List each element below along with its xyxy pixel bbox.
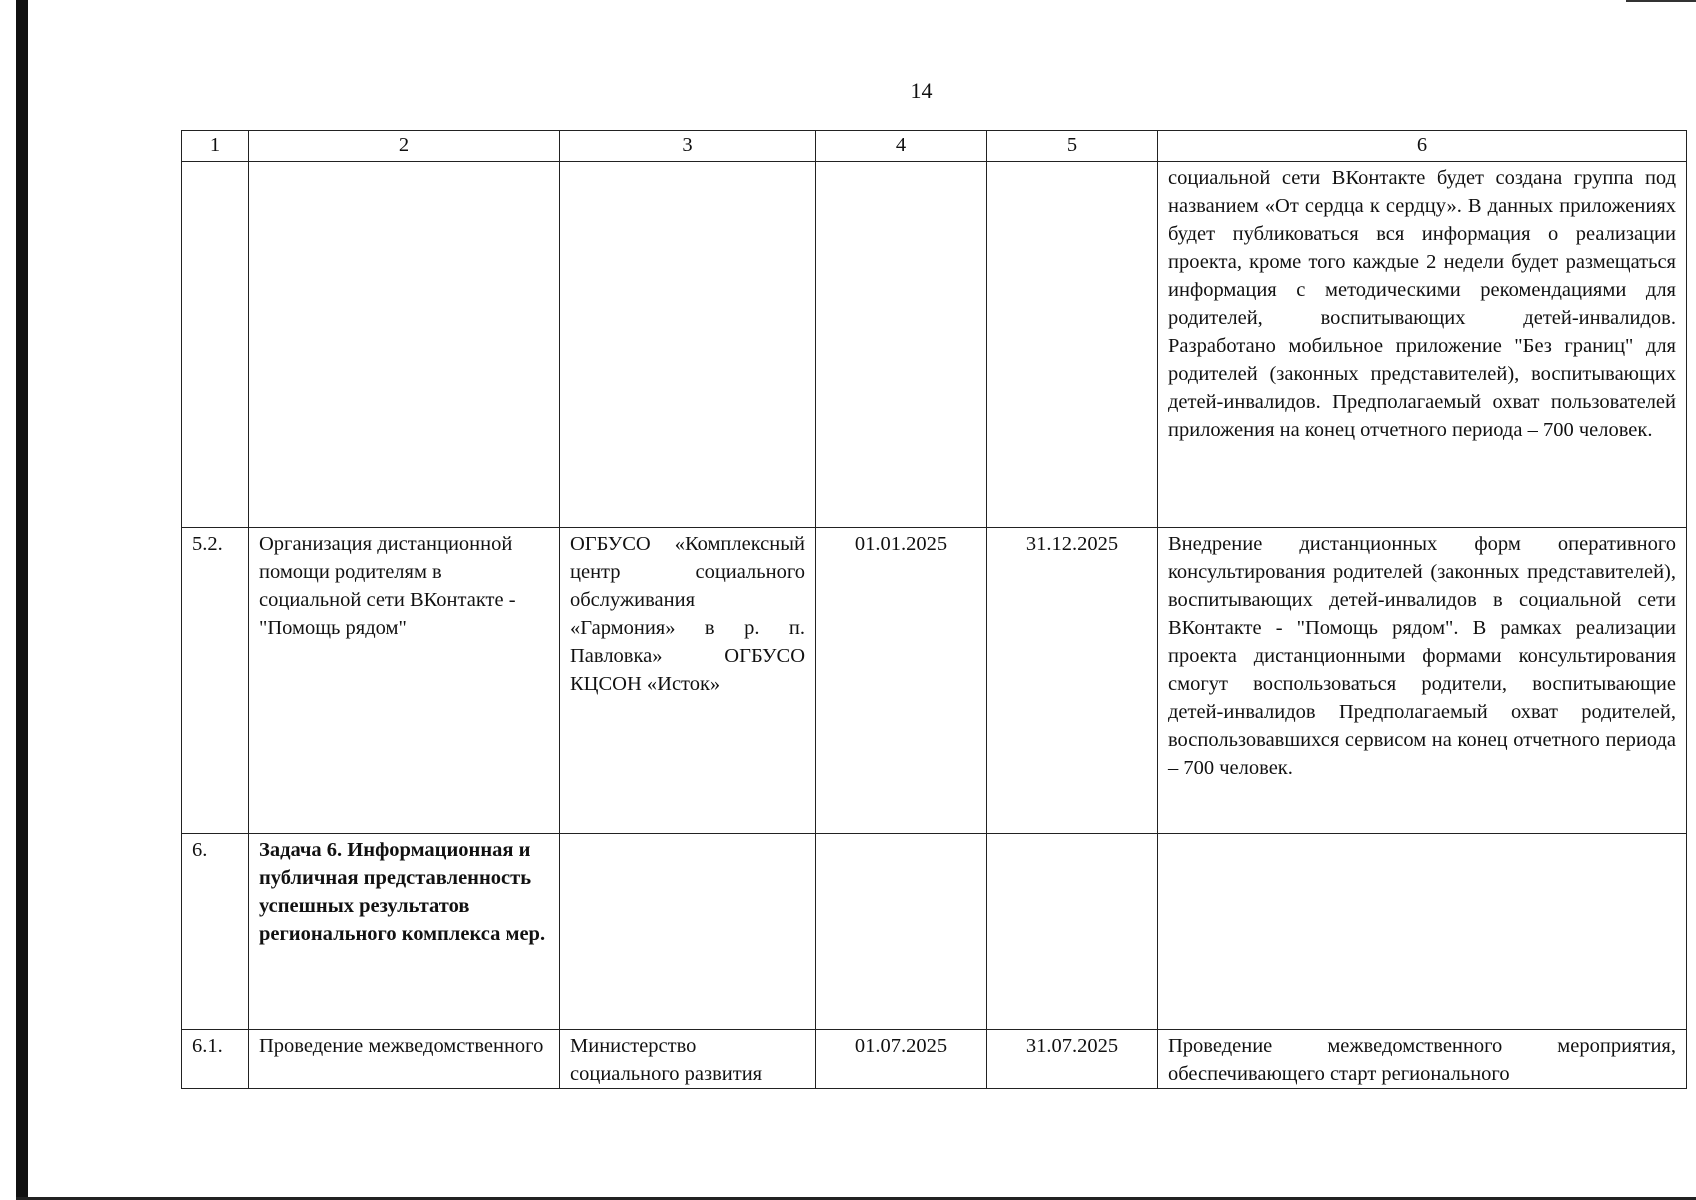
measure-name: Проведение межведомственного [249, 1030, 560, 1089]
header-cell: 3 [560, 131, 816, 162]
measures-table [181, 130, 1687, 1089]
header-cell: 2 [249, 131, 560, 162]
header-cell: 6 [1158, 131, 1687, 162]
header-cell: 4 [816, 131, 987, 162]
end-date: 31.07.2025 [987, 1030, 1158, 1089]
end-date [987, 834, 1158, 1030]
scan-edge-left [16, 0, 28, 1200]
table-row [182, 162, 1687, 528]
task-heading: Задача 6. Информационная и публичная представленность успешных результатов регионального комплекса мер. [249, 834, 560, 1030]
table-row [182, 834, 1687, 1030]
executor [560, 162, 816, 528]
page-number: 14 [910, 78, 933, 103]
header-cell: 5 [987, 131, 1158, 162]
measure-name [249, 162, 560, 528]
start-date: 01.01.2025 [816, 528, 987, 834]
row-number [182, 162, 249, 528]
row-number: 5.2. [182, 528, 249, 834]
table-header-row [182, 131, 1687, 162]
expected-result: Проведение межведомственного мероприятия, обеспечивающего старт регионального [1158, 1030, 1687, 1089]
executor: Министерство социального развития [560, 1030, 816, 1089]
measure-name: Организация дистанционной помощи родителям в социальной сети ВКонтакте - "Помощь рядом" [249, 528, 560, 834]
table-row [182, 528, 1687, 834]
expected-result: Внедрение дистанционных форм оперативного консультирования родителей (законных представителей), воспитывающих детей-инвалидов в социальной сети ВКонтакте - "Помощь рядом". В рамках реализации проекта дистанционными формами консультирования смогут воспользоваться родители, воспитывающие детей-инвалидов Предполагаемый охват родителей, воспользовавшихся сервисом на конец отчетного периода – 700 человек. [1158, 528, 1687, 834]
table-row [182, 1030, 1687, 1089]
row-number: 6.1. [182, 1030, 249, 1089]
executor [560, 834, 816, 1030]
expected-result: социальной сети ВКонтакте будет создана группа под названием «От сердца к сердцу». В данных приложениях будет публиковаться вся информация о реализации проекта, кроме того каждые 2 недели будет размещаться информация с методическими рекомендациями для родителей, воспитывающих детей-инвалидов. Разработано мобильное приложение "Без границ" для родителей (законных представителей), воспитывающих детей-инвалидов. Предполагаемый охват пользователей приложения на конец отчетного периода – 700 человек. [1158, 162, 1687, 528]
executor: ОГБУСО «Комплексный центр социального обслуживания «Гармония» в р. п. Павловка» ОГБУСО КЦСОН «Исток» [560, 528, 816, 834]
header-cell: 1 [182, 131, 249, 162]
start-date: 01.07.2025 [816, 1030, 987, 1089]
start-date [816, 162, 987, 528]
row-number: 6. [182, 834, 249, 1030]
expected-result [1158, 834, 1687, 1030]
end-date: 31.12.2025 [987, 528, 1158, 834]
end-date [987, 162, 1158, 528]
start-date [816, 834, 987, 1030]
scan-edge-top [1626, 0, 1696, 2]
